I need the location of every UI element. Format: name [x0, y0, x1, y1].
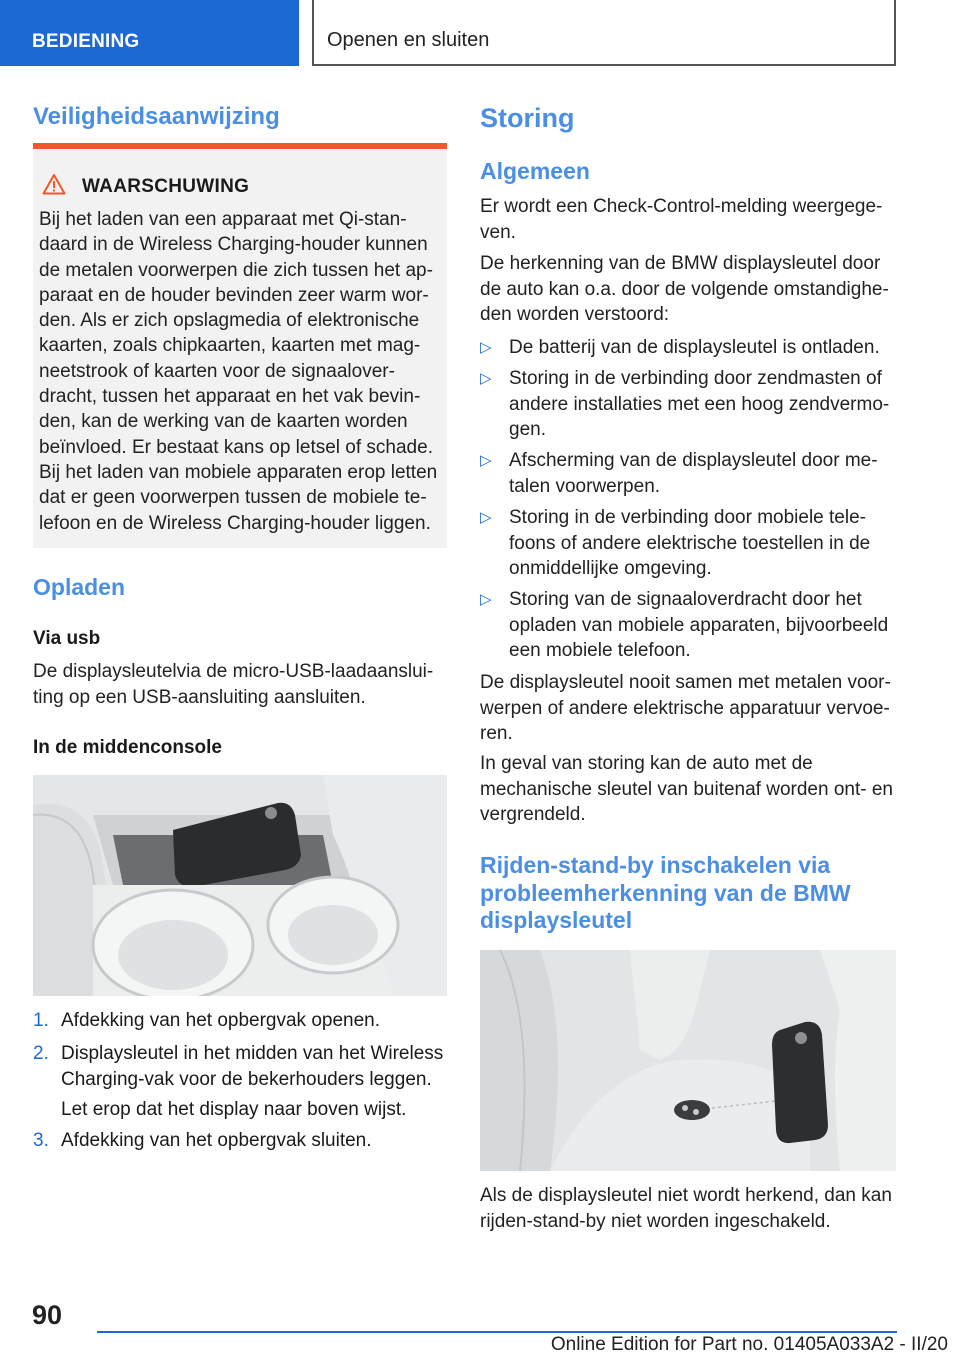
step-text: Afdekking van het opbergvak openen. — [61, 1010, 381, 1031]
bullet-text: Storing in de verbinding door zendmasten of andere installaties met een hoog zendvermogen. — [509, 368, 890, 440]
paragraph-4: In geval van storing kan de auto met de mechanische sleutel van buitenaf worden ont- en vergrendeld. — [480, 753, 893, 825]
usb-paragraph: De displaysleutelvia de micro-USB-laadaansluiting op een USB-aansluiting aansluiten. — [33, 661, 434, 708]
step-text: Displaysleutel in het midden van het Wireless Charging-vak voor de bekerhouders leggen. — [61, 1043, 444, 1090]
paragraph-2: De herkenning van de BMW displaysleutel door de auto kan o.a. door de volgende omstandigheden worden verstoord: — [480, 253, 889, 325]
bullet-text: De batterij van de displaysleutel is ontladen. — [509, 337, 880, 358]
bullet-triangle-icon: ▷ — [480, 509, 492, 526]
warning-header — [42, 173, 249, 200]
warning-text: Bij het laden van een apparaat met Qi-standaard in de Wireless Charging-houder kunnen de metalen voorwerpen die zich tussen het apparaat en de houder bevinden zeer warm worden. Als er zich opslagmedia of elektronische kaarten, zoals chipkaarten, kaarten met magneetstrook of kaarten voor de signaaloverdracht, tussen het apparaat en het vak bevinden, kan de werking van de kaarten worden beïnvloed. Er bestaat kans op letsel of schade. Bij het laden van mobiele apparaten erop letten dat er geen voorwerpen tussen de mobiele telefoon en de Wireless Charging-houder liggen. — [39, 209, 438, 534]
step-number: 2. — [33, 1043, 49, 1064]
bullet-text: Storing in de verbinding door mobiele telefoons of andere elektrische toestellen in de onmiddellijke omgeving. — [509, 507, 871, 579]
bullet-triangle-icon: ▷ — [480, 591, 492, 608]
step-number: 3. — [33, 1130, 49, 1151]
bullet-triangle-icon: ▷ — [480, 370, 492, 387]
bullet-text: Afscherming van de displaysleutel door metalen voorwerpen. — [509, 450, 878, 497]
page-number: 90 — [32, 1300, 63, 1330]
footer-divider — [97, 1331, 897, 1333]
warning-triangle-icon — [42, 173, 66, 200]
console-illustration — [33, 775, 447, 996]
warning-title: WAARSCHUWING — [82, 175, 250, 197]
footer-edition: Online Edition for Part no. 01405A033A2 - II/20 — [550, 1334, 948, 1355]
section-tab: BEDIENING — [0, 0, 299, 66]
heading-standby: Rijden-stand-by inschakelen via probleemherkenning van de BMW displaysleutel — [480, 852, 851, 933]
console-subheading: In de middenconsole — [33, 737, 222, 758]
bullet-triangle-icon: ▷ — [480, 452, 492, 469]
paragraph-1: Er wordt een Check-Control-melding weergegeven. — [480, 196, 883, 243]
heading-charging: Opladen — [33, 574, 126, 600]
bullet-text: Storing van de signaaloverdracht door het opladen van mobiele apparaten, bijvoorbeeld een mobiele telefoon. — [509, 589, 889, 661]
step-note: Let erop dat het display naar boven wijst. — [61, 1099, 407, 1120]
paragraph-5: Als de displaysleutel niet wordt herkend, dan kan rijden-stand-by niet worden ingeschakeld. — [480, 1185, 892, 1232]
heading-fault: Storing — [480, 103, 575, 133]
heading-general: Algemeen — [480, 158, 590, 184]
chapter-title: Openen en sluiten — [312, 0, 896, 66]
heading-safety: Veiligheidsaanwijzing — [33, 103, 280, 130]
step-number: 1. — [33, 1010, 49, 1031]
usb-subheading: Via usb — [33, 628, 101, 649]
paragraph-3: De displaysleutel nooit samen met metalen voorwerpen of andere elektrische apparatuur vervoeren. — [480, 672, 891, 744]
key-illustration — [480, 950, 896, 1171]
page-header — [0, 0, 960, 66]
step-text: Afdekking van het opbergvak sluiten. — [61, 1130, 372, 1151]
bullet-triangle-icon: ▷ — [480, 339, 492, 356]
warning-box — [33, 143, 447, 548]
